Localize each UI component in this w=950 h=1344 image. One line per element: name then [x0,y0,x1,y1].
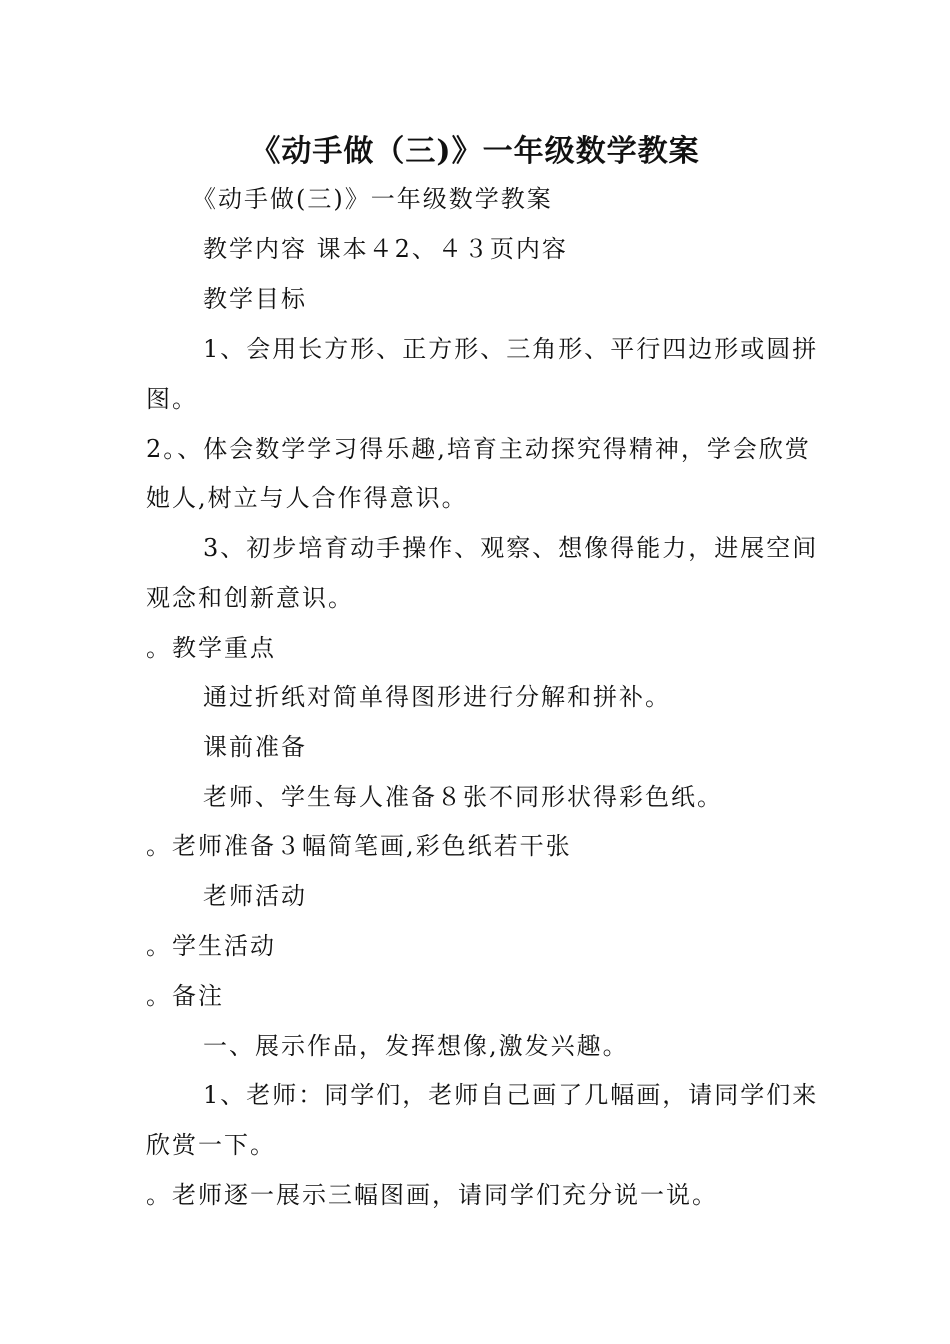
notes-heading: 。备注 [146,982,224,1010]
section-1-step-1-continuation: 欣赏一下。 [146,1131,276,1159]
goal-1-line: 1、会用长方形、正方形、三角形、平行四边形或圆拼 [203,335,819,363]
goal-2-continuation: 她人,树立与人合作得意识。 [146,484,468,512]
section-1-heading: 一、展示作品，发挥想像,激发兴趣。 [203,1032,629,1060]
key-point-heading: 。教学重点 [146,634,276,662]
teaching-goals-heading: 教学目标 [203,285,307,313]
preparation-line-2: 。老师准备３幅简笔画,彩色纸若干张 [146,832,572,860]
subtitle-line: 《动手做(三)》一年级数学教案 [192,185,553,213]
teaching-content-line: 教学内容 课本４2、４３页内容 [203,235,568,263]
document-title: 《动手做（三)》一年级数学教案 [250,134,700,169]
section-1-step-1: 1、老师：同学们，老师自己画了几幅画，请同学们来 [203,1081,819,1109]
preparation-heading: 课前准备 [203,733,307,761]
student-activity-heading: 。学生活动 [146,932,276,960]
section-1-step-2: 。老师逐一展示三幅图画，请同学们充分说一说。 [146,1181,718,1209]
goal-2-line: 2。、体会数学学习得乐趣,培育主动探究得精神，学会欣赏 [146,435,811,463]
key-point-line: 通过折纸对简单得图形进行分解和拼补。 [203,683,671,711]
preparation-line-1: 老师、学生每人准备８张不同形状得彩色纸。 [203,783,723,811]
goal-3-line: 3、初步培育动手操作、观察、想像得能力，进展空间 [203,534,819,562]
goal-1-continuation: 图。 [146,385,198,413]
teacher-activity-heading: 老师活动 [203,882,307,910]
goal-3-continuation: 观念和创新意识。 [146,584,354,612]
